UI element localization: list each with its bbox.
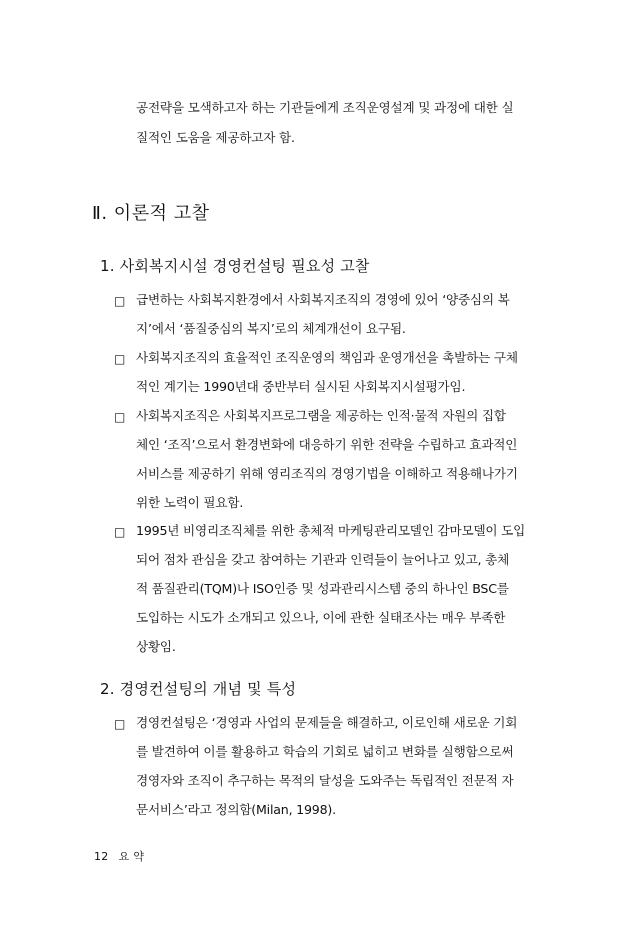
sub1-item-1-line-2: 지’에서 ‘품질중심의 복지’로의 체계개선이 요구됨. bbox=[136, 321, 406, 336]
subsection-1-title: 1. 사회복지시설 경영컨설팅 필요성 고찰 bbox=[100, 257, 370, 275]
bullet-square-icon: □ bbox=[114, 410, 126, 424]
subsection-2-title: 2. 경영컨설팅의 개념 및 특성 bbox=[100, 680, 297, 698]
sub1-item-4-line-3: 적 품질관리(TQM)나 ISO인증 및 성과관리시스템 중의 하나인 BSC를 bbox=[136, 581, 509, 596]
sub1-item-4-line-4: 도입하는 시도가 소개되고 있으나, 이에 관한 실태조사는 매우 부족한 bbox=[136, 610, 506, 625]
sub1-item-4-line-1: 1995년 비영리조직체를 위한 총체적 마케팅관리모델인 감마모델이 도입 bbox=[136, 523, 526, 538]
sub2-item-1-line-3: 경영자와 조직이 추구하는 목적의 달성을 도와주는 독립적인 전문적 자 bbox=[136, 773, 514, 788]
sub1-item-4-line-2: 되어 점차 관심을 갖고 참여하는 기관과 인력들이 늘어나고 있고, 총체 bbox=[136, 552, 510, 567]
sub1-item-3-line-3: 서비스를 제공하기 위해 영리조직의 경영기법을 이해하고 적용해나가기 bbox=[136, 466, 518, 481]
bullet-square-icon: □ bbox=[114, 352, 126, 366]
page-footer bbox=[94, 850, 144, 864]
sub1-item-1-line-1: 급변하는 사회복지환경에서 사회복지조직의 경영에 있어 ‘양중심의 복 bbox=[136, 292, 510, 307]
sub2-item-1-line-1: 경영컨설팅은 ‘경영과 사업의 문제들을 해결하고, 이로인해 새로운 기회 bbox=[136, 715, 518, 730]
sub2-item-1-line-4: 문서비스’라고 정의함(Milan, 1998). bbox=[136, 802, 336, 817]
section-title: Ⅱ. 이론적 고찰 bbox=[92, 203, 210, 224]
intro-line-1: 공전략을 모색하고자 하는 기관들에게 조직운영설계 및 과정에 대한 실 bbox=[136, 100, 514, 115]
page-number: 12 bbox=[94, 850, 109, 863]
sub1-item-3-line-1: 사회복지조직은 사회복지프로그램을 제공하는 인적·물적 자원의 집합 bbox=[136, 408, 506, 423]
bullet-square-icon: □ bbox=[114, 525, 126, 539]
sub1-item-4-line-5: 상황임. bbox=[136, 639, 176, 654]
sub1-item-3-line-4: 위한 노력이 필요함. bbox=[136, 495, 244, 510]
sub1-item-2-line-2: 적인 계기는 1990년대 중반부터 실시된 사회복지시설평가임. bbox=[136, 379, 466, 394]
sub1-item-2-line-1: 사회복지조직의 효율적인 조직운영의 책임과 운영개선을 촉발하는 구체 bbox=[136, 350, 518, 365]
sub2-item-1-line-2: 를 발견하여 이를 활용하고 학습의 기회로 넓히고 변화를 실행함으로써 bbox=[136, 744, 514, 759]
sub1-item-3-line-2: 체인 ‘조직’으로서 환경변화에 대응하기 위한 전략을 수립하고 효과적인 bbox=[136, 437, 518, 452]
footer-label: 요 약 bbox=[118, 850, 145, 863]
bullet-square-icon: □ bbox=[114, 294, 126, 308]
bullet-square-icon: □ bbox=[114, 717, 126, 731]
intro-line-2: 질적인 도움을 제공하고자 함. bbox=[136, 130, 295, 145]
